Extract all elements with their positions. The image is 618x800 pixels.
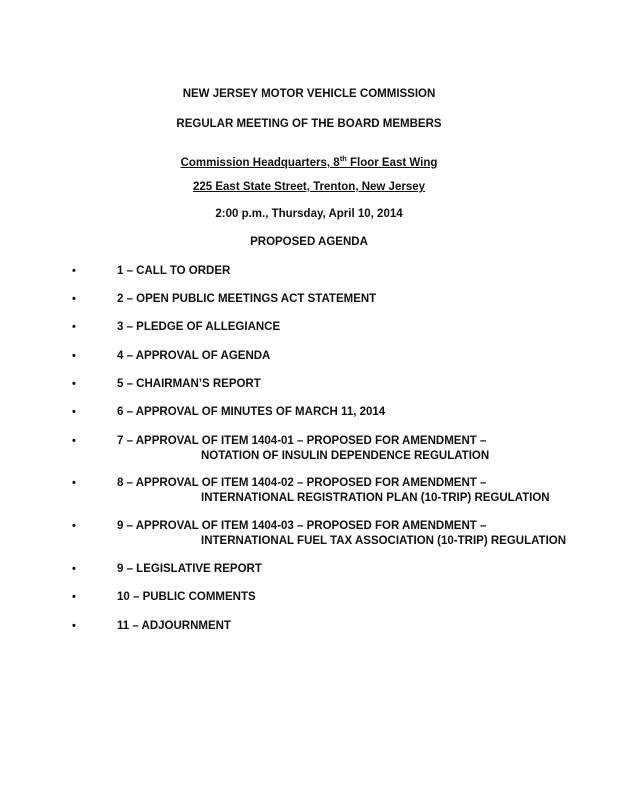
agenda-item-text: 9 – LEGISLATIVE REPORT (117, 563, 262, 575)
agenda-item-text: 5 – CHAIRMAN’S REPORT (117, 378, 261, 390)
location-prefix: Commission Headquarters, 8 (180, 157, 340, 169)
bullet-icon: • (72, 620, 76, 632)
agenda-item-text: 2 – OPEN PUBLIC MEETINGS ACT STATEMENT (117, 293, 377, 305)
agenda-item-text: 4 – APPROVAL OF AGENDA (117, 350, 271, 362)
agenda-item-text: 8 – APPROVAL OF ITEM 1404-02 – PROPOSED FOR AMENDMENT – (117, 477, 487, 489)
location-superscript: th (339, 154, 347, 163)
agenda-item-text: 11 – ADJOURNMENT (117, 620, 231, 632)
location-line (0, 156, 618, 170)
bullet-icon: • (72, 406, 76, 418)
bullet-icon: • (72, 563, 76, 575)
agenda-item-text: 1 – CALL TO ORDER (117, 265, 231, 277)
agenda-item-text: 3 – PLEDGE OF ALLEGIANCE (117, 321, 281, 333)
agenda-item-continuation: INTERNATIONAL FUEL TAX ASSOCIATION (10-TRIP) REGULATION (201, 535, 567, 547)
datetime-line: 2:00 p.m., Thursday, April 10, 2014 (215, 208, 403, 220)
bullet-icon: • (72, 293, 76, 305)
bullet-icon: • (72, 477, 76, 489)
agenda-item-continuation: NOTATION OF INSULIN DEPENDENCE REGULATION (201, 450, 490, 462)
bullet-icon: • (72, 265, 76, 277)
bullet-icon: • (72, 321, 76, 333)
bullet-icon: • (72, 350, 76, 362)
address-line: 225 East State Street, Trenton, New Jersey (192, 181, 426, 193)
bullet-icon: • (72, 591, 76, 603)
agenda-heading: PROPOSED AGENDA (250, 236, 368, 248)
agenda-item-text: 6 – APPROVAL OF MINUTES OF MARCH 11, 2014 (117, 406, 386, 418)
bullet-icon: • (72, 520, 76, 532)
meeting-title: REGULAR MEETING OF THE BOARD MEMBERS (176, 118, 442, 130)
agenda-item-text: 7 – APPROVAL OF ITEM 1404-01 – PROPOSED FOR AMENDMENT – (117, 435, 487, 447)
location-suffix: Floor East Wing (346, 157, 438, 169)
agenda-item-text: 10 – PUBLIC COMMENTS (117, 591, 256, 603)
organization-title: NEW JERSEY MOTOR VEHICLE COMMISSION (182, 88, 436, 100)
bullet-icon: • (72, 435, 76, 447)
agenda-item-text: 9 – APPROVAL OF ITEM 1404-03 – PROPOSED FOR AMENDMENT – (117, 520, 487, 532)
agenda-item-continuation: INTERNATIONAL REGISTRATION PLAN (10-TRIP) REGULATION (201, 492, 550, 504)
location-text (180, 154, 438, 169)
bullet-icon: • (72, 378, 76, 390)
